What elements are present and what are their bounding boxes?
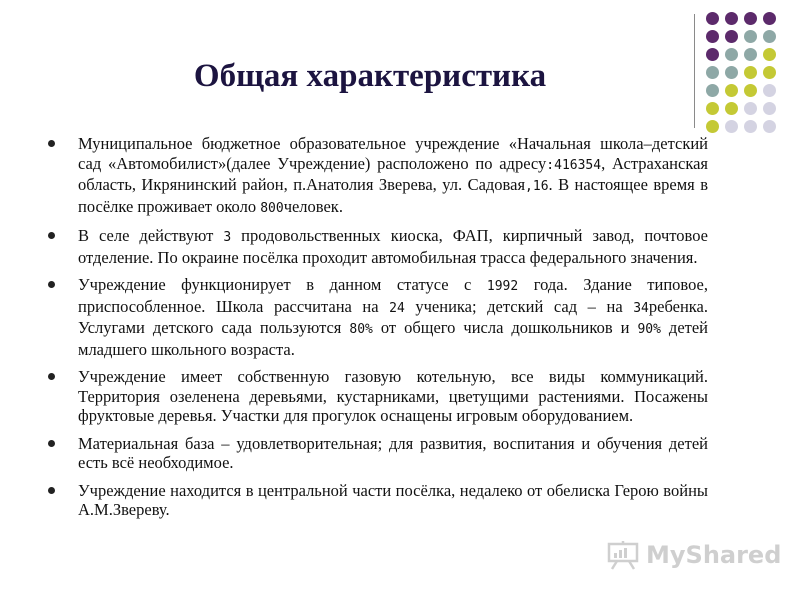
bullet-text: Материальная база – удовлетворительная; для развития, воспитания и обучения детей есть всё необходимое.	[78, 433, 708, 472]
decor-dot	[744, 48, 757, 61]
bullet-dot	[48, 281, 55, 288]
bullet-number: 24	[389, 300, 405, 316]
bullet-item	[48, 275, 708, 359]
bullet-dot	[48, 440, 55, 447]
presentation-board-icon	[606, 540, 640, 570]
decor-dot	[744, 84, 757, 97]
bullet-item	[48, 226, 708, 267]
decor-dot	[725, 12, 738, 25]
bullet-text: , Астраханская область, Икрянинский район, п.Анатолия Зверева, ул. Садовая	[78, 153, 708, 194]
bullet-text: ученика; детский сад – на	[404, 296, 634, 316]
bullet-dot	[48, 140, 55, 147]
decor-dot	[725, 102, 738, 115]
decor-dot	[763, 102, 776, 115]
bullet-text: . В настоящее время в посёлке проживает около	[78, 175, 708, 216]
slide-title: Общая характеристика	[193, 58, 547, 95]
bullet-text: Учреждение имеет собственную газовую котельную, все виды коммуникаций. Территория озеленена деревьями, кустарниками, цветущими растениями. Посажены фруктовые деревья. Участки для прогулок оснащены игровым оборудованием.	[78, 367, 708, 425]
bullet-text: ребенка. Услугами детского сада пользуются	[78, 296, 708, 337]
decor-dot	[744, 30, 757, 43]
bullet-item	[48, 367, 708, 426]
bullet-number: 90%	[637, 322, 661, 337]
decor-dot	[725, 120, 738, 133]
decor-dot	[763, 30, 776, 43]
bullet-text: продовольственных киоска, ФАП, кирпичный завод, почтовое отделение. По окраине посёлка проходит автомобильная трасса федерального значения.	[78, 226, 708, 267]
bullet-text: от общего числа дошкольников и	[372, 318, 638, 337]
decor-dot	[763, 120, 776, 133]
bullet-text: детей младшего школьного возраста.	[78, 318, 709, 359]
bullet-number: 34	[633, 300, 649, 316]
bullet-number: 1992	[486, 279, 519, 294]
bullet-item	[48, 481, 708, 520]
decor-dot	[763, 66, 776, 79]
decor-dot	[706, 120, 719, 133]
bullet-text: Муниципальное бюджетное образовательное учреждение «Начальная школа–детский сад «Автомобилист»(далее Учреждение) расположено по адресу	[78, 134, 708, 173]
bullet-text: В селе действуют	[78, 226, 224, 245]
bullet-text: года. Здание типовое, приспособленное. Школа рассчитана на	[78, 275, 709, 316]
bullet-text: Учреждение функционирует в данном статусе с	[78, 275, 487, 294]
watermark	[606, 540, 781, 570]
bullet-number: 3	[223, 230, 232, 245]
bullet-number: :416354	[546, 157, 602, 173]
decor-dot	[763, 48, 776, 61]
bullet-number: 800	[260, 200, 284, 216]
bullet-text: человек.	[283, 196, 343, 216]
decor-dot	[706, 12, 719, 25]
bullet-number: 80%	[349, 322, 373, 337]
decor-dot	[763, 12, 776, 25]
bullet-dot	[48, 487, 55, 494]
bullet-dot	[48, 232, 55, 239]
bullet-number: ,16	[525, 179, 549, 194]
decor-dot	[744, 120, 757, 133]
decor-dot	[744, 12, 757, 25]
decor-dot	[763, 84, 776, 97]
bullet-text: Учреждение находится в центральной части посёлка, недалеко от обелиска Герою войны А.М.Звереву.	[78, 480, 708, 519]
decor-dot	[706, 30, 719, 43]
decor-dot	[706, 102, 719, 115]
decor-dot	[725, 30, 738, 43]
bullet-dot	[48, 373, 55, 380]
bullet-list	[48, 134, 708, 528]
decor-dot	[744, 66, 757, 79]
decor-dot	[744, 102, 757, 115]
bullet-item	[48, 434, 708, 473]
bullet-item	[48, 134, 708, 218]
watermark-text: MyShared	[646, 541, 782, 569]
